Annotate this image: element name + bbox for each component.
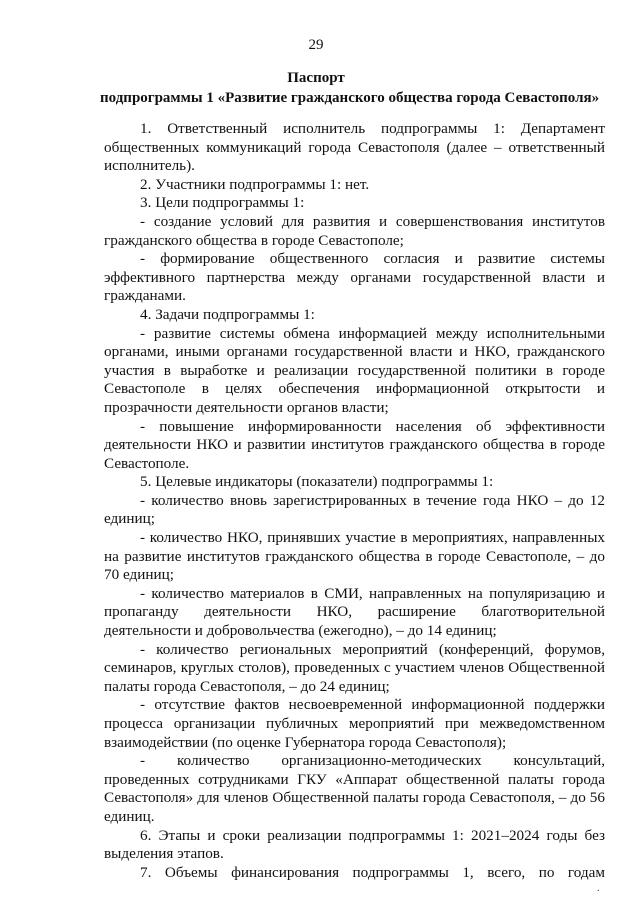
paragraph: - повышение информированности населения об эффективности деятельности НКО и развитии институтов гражданского общества в городе Севастополе. — [104, 417, 605, 472]
paragraph: - количество материалов в СМИ, направленных на популяризацию и пропаганду деятельности НКО, расширение благотворительной деятельности и добровольчества (ежегодно), – до 14 единиц; — [104, 584, 605, 640]
heading-title: Паспорт — [287, 70, 345, 86]
paragraph: - количество НКО, принявших участие в мероприятиях, направленных на развитие институтов гражданского общества в городе Севастополе, – до 70 единиц; — [104, 529, 605, 584]
paragraph: 3. Цели подпрограммы 1: — [140, 194, 305, 212]
document-body — [104, 120, 605, 882]
paragraph: 4. Задачи подпрограммы 1: — [140, 305, 315, 323]
paragraph: - количество вновь зарегистрированных в течение года НКО – до 12 единиц; — [104, 491, 605, 528]
paragraph: - количество организационно-методических консультаций, проведенных сотрудниками ГКУ «Аппарат общественной палаты города Севастополя» для членов Общественной палаты города Севастополя, – до 56 единиц. — [104, 752, 605, 825]
page-number: 29 — [308, 37, 324, 53]
paragraph: 1. Ответственный исполнитель подпрограммы 1: Департамент общественных коммуникаций города Севастополя (далее – ответственный исполнитель). — [104, 120, 605, 175]
paragraph: - количество региональных мероприятий (конференций, форумов, семинаров, круглых столов), проведенных с участием членов Общественной палаты города Севастополя, – до 24 единиц; — [104, 640, 605, 695]
paragraph: - отсутствие фактов несвоевременной информационной поддержки процесса организации публичных мероприятий при межведомственном взаимодействии (по оценке Губернатора города Севастополя); — [104, 696, 605, 751]
document-heading — [100, 68, 600, 108]
paragraph: 2. Участники подпрограммы 1: нет. — [140, 175, 370, 193]
paragraph: 7. Объемы финансирования подпрограммы 1, всего, по годам — [140, 863, 605, 881]
paragraph: - создание условий для развития и совершенствования институтов гражданского общества в городе Севастополе; — [104, 212, 605, 249]
paragraph: 6. Этапы и сроки реализации подпрограммы 1: 2021–2024 годы без выделения этапов. — [104, 826, 605, 863]
paragraph: - развитие системы обмена информацией между исполнительными органами, иными органами государственной власти и НКО, гражданского участия в выработке и реализации государственной политики в городе Севастополе в целях обеспечения информационной открытости и прозрачности деятельности органов власти; — [104, 324, 605, 416]
paragraph: - формирование общественного согласия и развитие системы эффективного партнерства между органами государственной власти и гражданами. — [104, 250, 605, 305]
heading-subtitle: подпрограммы 1 «Развитие гражданского общества города Севастополя» — [100, 90, 600, 106]
scan-mark: . — [597, 883, 600, 894]
paragraph: 5. Целевые индикаторы (показатели) подпрограммы 1: — [140, 473, 494, 491]
